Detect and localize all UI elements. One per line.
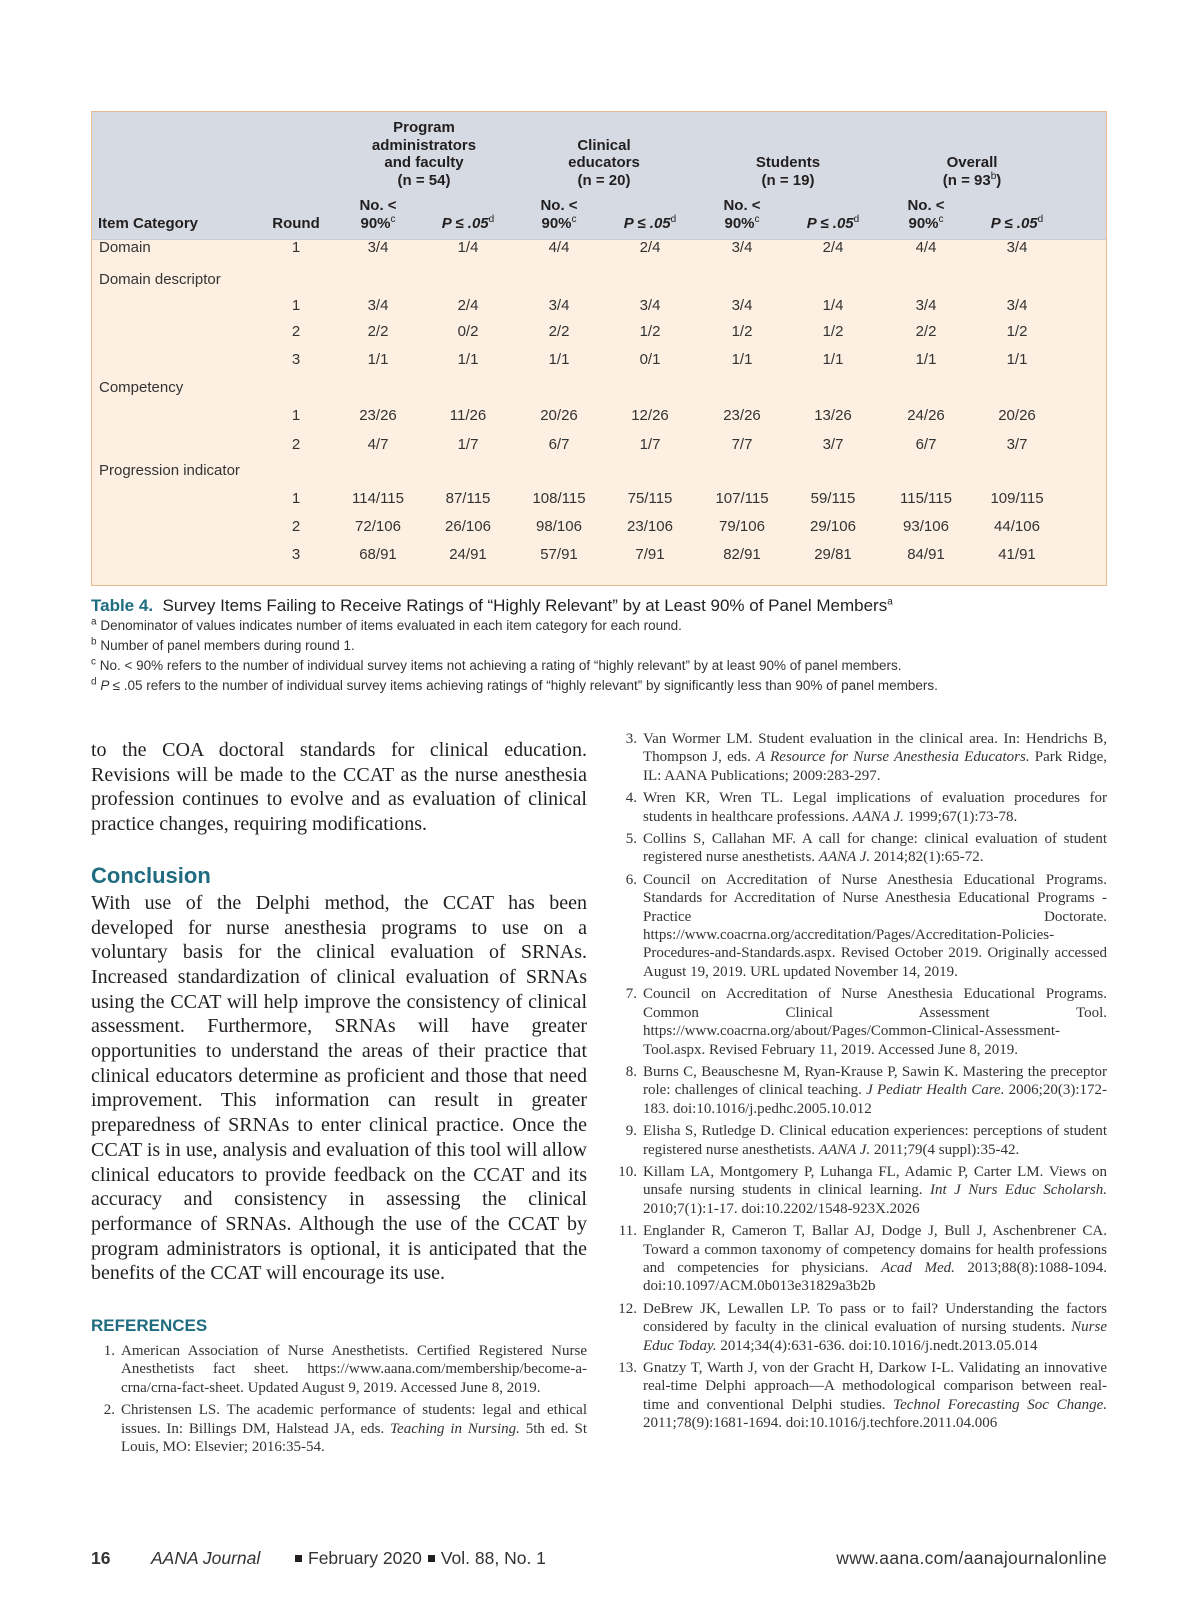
table-cell: 20/26 <box>540 407 578 424</box>
conclusion-paragraph: With use of the Delphi method, the CCAT has been developed for nurse anesthesia programs to use on a voluntary basis for the clinical evaluation of SRNAs. Increased standardization of clinical evaluation of SRNAs using the CCAT will help improve the consistency of clinical assessment. Furthermore, SRNAs will have greater opportunities to understand the areas of their practice that clinical educators determine as proficient and those that need improvement. This information can result in greater preparedness of SRNAs to enter clinical practice. Once the CCAT is in use, analysis and evaluation of this tool will allow clinical educators to provide feedback on the CCAT and its accuracy and consistency in assessing the clinical performance of SRNAs. Although the use of the CCAT by program administrators is optional, it is anticipated that the benefits of the CCAT will encourage its use. <box>91 891 587 1285</box>
group-header-sup: b <box>990 170 997 182</box>
reference-item <box>610 1222 1107 1296</box>
group-header-line: and faculty <box>384 154 464 171</box>
header-p-label: P ≤ .05 <box>623 215 671 232</box>
item-category: Domain <box>99 239 151 256</box>
header-no-below-90: 90%$^c$ <box>908 214 944 232</box>
footnote-prefix: P ≤ <box>100 678 120 693</box>
table-cell: 1/2 <box>1006 323 1028 340</box>
page-footer <box>91 1548 1107 1572</box>
reference-item <box>610 1163 1107 1218</box>
group-header-line: Program <box>393 119 455 136</box>
footnote-text: No. < 90% refers to the number of individual survey items not achieving a rating of “highly relevant” by at least 90% of panel members. <box>99 658 902 673</box>
table-cell: 11/26 <box>449 407 487 424</box>
table-cell: 107/115 <box>715 490 769 507</box>
table-cell: 12/26 <box>631 407 669 424</box>
reference-number: 7. <box>625 986 637 1003</box>
table-cell: 2/4 <box>822 239 844 256</box>
table-cell: 57/91 <box>540 546 578 563</box>
reference-details: 2011;79(4 suppl):35-42. <box>870 1141 1020 1158</box>
header-no-below-90: No. < <box>907 197 945 214</box>
reference-item <box>91 1401 587 1456</box>
footnote-text: Number of panel members during round 1. <box>100 638 355 653</box>
round-cell: 1 <box>291 297 301 314</box>
header-round: Round <box>272 215 320 232</box>
table-cell: 23/106 <box>627 518 673 535</box>
group-header-line: administrators <box>371 136 477 154</box>
header-sup: c <box>390 214 396 225</box>
reference-item <box>610 730 1107 785</box>
round-cell: 1 <box>291 239 301 256</box>
journal-name: AANA Journal <box>151 1548 261 1568</box>
table-cell: 3/7 <box>822 436 844 453</box>
reference-details: 2006;20(3):172-183. doi:10.1016/j.pedhc.2005.10.012 <box>643 1082 1107 1117</box>
reference-details: 2010;7(1):1-17. doi:10.2202/1548-923X.2026 <box>643 1200 920 1217</box>
table-cell: 75/115 <box>627 490 673 507</box>
reference-number: 12. <box>618 1300 637 1317</box>
reference-source: J Pediatr Health Care. <box>866 1082 1005 1099</box>
table-cell: 98/106 <box>536 518 582 535</box>
data-table <box>91 111 1107 586</box>
bullet-square-icon <box>428 1555 435 1562</box>
table-cell: 1/2 <box>822 323 844 340</box>
header-sup: d <box>488 214 495 225</box>
header-sup: d <box>1037 214 1044 225</box>
reference-item <box>610 1063 1107 1118</box>
reference-text: Council on Accreditation of Nurse Anesthesia Educational Programs. Standards for Accreditation of Nurse Anesthesia Educational Programs - Practice Doctorate. https://www.coacrna.org/accreditation/Pages/Accreditation-Policies-Procedures-and-Standards.aspx. Revised October 2019. Originally accessed August 19, 2019. URL updated November 14, 2019. <box>643 871 1107 980</box>
table-cell: 82/91 <box>723 546 761 563</box>
reference-text: Killam LA, Montgomery P, Luhanga FL, Adamic P, Carter LM. Views on unsafe nursing students in clinical learning. <box>643 1163 1107 1199</box>
header-sup: d <box>670 214 677 225</box>
group-header-line: Students <box>755 154 821 171</box>
caption-label: Table 4. <box>91 596 154 615</box>
table-cell: 41/91 <box>998 546 1036 563</box>
reference-number: 6. <box>625 871 637 888</box>
table-cell: 1/1 <box>822 351 844 368</box>
footnote-text: .05 refers to the number of individual survey items achieving ratings of “highly relevant” by significantly less than 90% of panel members. <box>123 678 938 693</box>
round-cell: 1 <box>291 490 301 507</box>
reference-number: 1. <box>103 1343 115 1360</box>
group-header-line: Overall <box>946 154 998 171</box>
table-cell: 3/4 <box>1006 239 1028 256</box>
table-cell: 26/106 <box>445 518 491 535</box>
table-cell: 79/106 <box>719 518 765 535</box>
reference-item <box>610 1359 1107 1433</box>
item-category: Domain descriptor <box>99 271 221 288</box>
reference-source: AANA J. <box>852 808 904 825</box>
header-sup: c <box>754 214 760 225</box>
references-heading: REFERENCES <box>91 1316 208 1336</box>
reference-text: Gnatzy T, Warth J, von der Gracht H, Darkow I-L. Validating an innovative real-time Delphi approach—A methodological comparison between real-time and conventional Delphi studies. <box>643 1360 1107 1413</box>
table-cell: 4/4 <box>548 239 570 256</box>
table-cell: 7/91 <box>635 546 665 563</box>
table-cell: 3/4 <box>1006 297 1028 314</box>
round-cell: 1 <box>291 407 301 424</box>
page-number: 16 <box>91 1548 111 1568</box>
table-cell: 59/115 <box>810 490 856 507</box>
table-cell: 1/7 <box>457 436 479 453</box>
reference-details: 2011;78(9):1681-1694. doi:10.1016/j.techfore.2011.04.006 <box>643 1415 998 1432</box>
table-cell: 1/1 <box>367 351 389 368</box>
table-caption <box>91 596 1121 696</box>
reference-number: 4. <box>625 790 637 807</box>
reference-item <box>91 1342 587 1397</box>
table-cell: 23/26 <box>359 407 397 424</box>
table-cell: 1/2 <box>639 323 661 340</box>
round-cell: 2 <box>291 518 301 535</box>
reference-number: 10. <box>618 1163 637 1180</box>
reference-item <box>610 1300 1107 1355</box>
volume: Vol. 88, No. 1 <box>440 1548 546 1568</box>
reference-number: 13. <box>618 1360 637 1376</box>
reference-text: Burns C, Beauschesne M, Ryan-Krause P, Sawin K. Mastering the preceptor role: challenges of clinical teaching. <box>643 1063 1107 1099</box>
table-cell: 13/26 <box>814 407 852 424</box>
table-cell: 1/1 <box>457 351 479 368</box>
reference-source: Acad Med. <box>881 1259 955 1276</box>
table-cell: 3/4 <box>639 297 661 314</box>
round-cell: 3 <box>291 351 301 368</box>
table-cell: 29/106 <box>810 518 856 535</box>
footnote-mark: c <box>91 656 96 668</box>
reference-number: 3. <box>625 731 637 747</box>
reference-number: 2. <box>103 1402 115 1419</box>
header-p-value <box>788 215 878 233</box>
table-footnote <box>91 636 1121 656</box>
group-header-line: Clinical <box>577 136 631 154</box>
table-cell: 1/1 <box>731 351 753 368</box>
table-cell: 20/26 <box>998 407 1036 424</box>
table-footnote <box>91 676 1121 696</box>
round-cell: 2 <box>291 436 301 453</box>
item-category: Progression indicator <box>99 462 240 479</box>
table-cell: 0/2 <box>457 323 479 340</box>
table-cell: 1/4 <box>822 297 844 314</box>
reference-number: 5. <box>625 831 637 848</box>
header-sup: c <box>938 214 944 225</box>
header-p-label: P ≤ .05 <box>441 215 489 232</box>
reference-source: AANA J. <box>818 849 871 866</box>
reference-text: Christensen LS. The academic performance of students: legal and ethical issues. In: Billings DM, Halstead JA, eds. <box>121 1402 587 1437</box>
reference-number: 8. <box>625 1063 637 1080</box>
table-cell: 6/7 <box>548 436 570 453</box>
reference-item <box>610 830 1107 867</box>
table-cell: 3/7 <box>1006 436 1028 453</box>
header-sup: c <box>571 214 577 225</box>
reference-text: Wren KR, Wren TL. Legal implications of evaluation procedures for students in healthcare professions. <box>643 790 1107 825</box>
reference-text: Englander R, Cameron T, Ballar AJ, Dodge J, Bull J, Aschenbrener CA. Toward a common taxonomy of competency domains for health professions and competencies for physicians. <box>643 1223 1107 1276</box>
reference-text: Council on Accreditation of Nurse Anesthesia Educational Programs. Common Clinical Assessment Tool. https://www.coacrna.org/about/Pages/Common-Clinical-Assessment-Tool.aspx. Revised February 11, 2019. Accessed June 8, 2019. <box>643 986 1107 1058</box>
table-cell: 1/1 <box>915 351 937 368</box>
table-cell: 1/2 <box>731 323 753 340</box>
reference-text: Collins S, Callahan MF. A call for change: clinical evaluation of student registered nurse anesthetists. <box>643 831 1107 866</box>
table-cell: 2/2 <box>915 323 937 340</box>
table-cell: 72/106 <box>355 518 401 535</box>
reference-source: Technol Forecasting Soc Change. <box>893 1396 1107 1413</box>
table-cell: 114/115 <box>352 490 404 507</box>
table-cell: 3/4 <box>548 297 570 314</box>
footnote-mark: d <box>91 676 97 688</box>
table-cell: 1/1 <box>1006 351 1028 368</box>
table-cell: 4/7 <box>367 436 389 453</box>
left-column <box>91 738 587 1461</box>
footnote-mark: a <box>91 616 97 628</box>
item-category: Competency <box>99 379 184 396</box>
reference-details: 2013;88(8):1088-1094. doi:10.1097/ACM.0b013e31829a3b2b <box>643 1259 1107 1295</box>
right-column <box>610 730 1107 1437</box>
table-cell: 0/1 <box>639 351 661 368</box>
round-cell: 2 <box>291 323 301 340</box>
body-paragraph: to the COA doctoral standards for clinical education. Revisions will be made to the CCAT as the nurse anesthesia profession continues to evolve and as evaluation of clinical practice changes, requiring modifications. <box>91 739 587 836</box>
table-header <box>92 112 1106 240</box>
table-cell: 2/2 <box>367 323 389 340</box>
header-p-value <box>972 215 1062 233</box>
table-cell: 24/26 <box>907 407 945 424</box>
table-cell: 1/1 <box>548 351 570 368</box>
reference-details: 2014;82(1):65-72. <box>870 849 984 866</box>
table-cell: 1/7 <box>639 436 661 453</box>
table-cell: 29/81 <box>814 546 852 563</box>
reference-item <box>610 1122 1107 1159</box>
issue-info <box>289 1548 546 1569</box>
reference-item <box>610 789 1107 826</box>
table-cell: 3/4 <box>731 239 753 256</box>
caption-title: Survey Items Failing to Receive Ratings of “Highly Relevant” by at Least 90% of Panel Members <box>162 596 888 615</box>
reference-text: American Association of Nurse Anesthetists. Certified Registered Nurse Anesthetists fact sheet. https://www.aana.com/membership/become-a-crna/crna-fact-sheet. Updated August 9, 2019. Accessed June 8, 2019. <box>121 1343 587 1396</box>
reference-text: DeBrew JK, Lewallen LP. To pass or to fail? Understanding the factors considered by faculty in the clinical evaluation of nursing students. <box>643 1300 1107 1336</box>
group-header-line: $(n = 93^b)$ <box>942 170 1002 189</box>
caption-title-sup: a <box>887 596 893 608</box>
header-p-label: P ≤ .05 <box>806 215 854 232</box>
table-cell: 1/4 <box>457 239 479 256</box>
header-no-below-90: No. < <box>540 197 578 214</box>
reference-details: 5th ed. St Louis, MO: Elsevier; 2016:35-54. <box>121 1420 587 1456</box>
journal-website: www.aana.com/aanajournalonline <box>836 1548 1107 1568</box>
table-cell: 109/115 <box>990 490 1044 507</box>
table-cell: 2/2 <box>548 323 570 340</box>
header-p-value <box>605 215 695 233</box>
table-cell: 3/4 <box>915 297 937 314</box>
header-sup: d <box>853 214 860 225</box>
footnote-mark: b <box>91 636 97 648</box>
reference-details: 1999;67(1):73-78. <box>903 808 1018 825</box>
reference-source: A Resource for Nurse Anesthesia Educators. <box>756 749 1030 766</box>
table-cell: 6/7 <box>915 436 937 453</box>
table-cell: 2/4 <box>457 297 479 314</box>
reference-item <box>610 871 1107 981</box>
table-cell: 93/106 <box>903 518 949 535</box>
table-cell: 108/115 <box>532 490 586 507</box>
issue-date: February 2020 <box>308 1548 422 1568</box>
table-cell: 3/4 <box>367 297 389 314</box>
caption-title-line <box>91 596 1121 616</box>
round-cell: 3 <box>291 546 301 563</box>
header-no-below-90: 90%$^c$ <box>724 214 760 232</box>
footnote-text: Denominator of values indicates number of items evaluated in each item category for each round. <box>100 618 682 633</box>
table-footnote <box>91 656 1121 676</box>
header-item-category: Item Category <box>98 215 199 232</box>
reference-text: Van Wormer LM. Student evaluation in the clinical area. In: Hendrichs B, Thompson J, eds. <box>643 731 1107 766</box>
header-no-below-90: No. < <box>723 197 761 214</box>
table-cell: 68/91 <box>359 546 397 563</box>
reference-list-left <box>91 1342 587 1456</box>
group-header-line: (n = 19) <box>761 171 815 189</box>
header-no-below-90: 90%$^c$ <box>360 214 396 232</box>
bullet-square-icon <box>295 1555 302 1562</box>
reference-item <box>610 985 1107 1059</box>
reference-source: Int J Nurs Educ Scholarsh. <box>929 1182 1107 1199</box>
table-cell: 7/7 <box>731 436 753 453</box>
group-header-line: educators <box>568 154 640 171</box>
reference-number: 9. <box>625 1123 637 1140</box>
table-cell: 3/4 <box>731 297 753 314</box>
reference-details: Park Ridge, IL: AANA Publications; 2009:283-297. <box>643 749 1107 784</box>
reference-list-right <box>610 730 1107 1433</box>
reference-number: 11. <box>618 1223 637 1240</box>
group-header-line: (n = 54) <box>397 171 451 189</box>
table-cell: 87/115 <box>445 490 491 507</box>
table-cell: 4/4 <box>915 239 937 256</box>
header-no-below-90: No. < <box>359 197 397 214</box>
table-cell: 115/115 <box>900 490 952 507</box>
reference-text: Elisha S, Rutledge D. Clinical education experiences: perceptions of student registered nurse anesthetists. <box>643 1123 1107 1158</box>
reference-details: 2014;34(4):631-636. doi:10.1016/j.nedt.2013.05.014 <box>716 1337 1038 1354</box>
conclusion-heading: Conclusion <box>91 862 211 888</box>
reference-source: Nurse Educ Today. <box>643 1319 1107 1354</box>
table-cell: 44/106 <box>994 518 1040 535</box>
table-cell: 2/4 <box>639 239 661 256</box>
table-cell: 23/26 <box>723 407 761 424</box>
header-no-below-90: 90%$^c$ <box>541 214 577 232</box>
header-p-label: P ≤ .05 <box>990 215 1038 232</box>
header-p-value <box>423 215 513 233</box>
table-cell: 84/91 <box>907 546 945 563</box>
table-footnote <box>91 616 1121 636</box>
table-cell: 3/4 <box>367 239 389 256</box>
reference-source: Teaching in Nursing. <box>390 1420 520 1437</box>
table-cell: 24/91 <box>449 546 487 563</box>
group-header-line: (n = 20) <box>577 171 631 189</box>
reference-source: AANA J. <box>818 1141 871 1158</box>
